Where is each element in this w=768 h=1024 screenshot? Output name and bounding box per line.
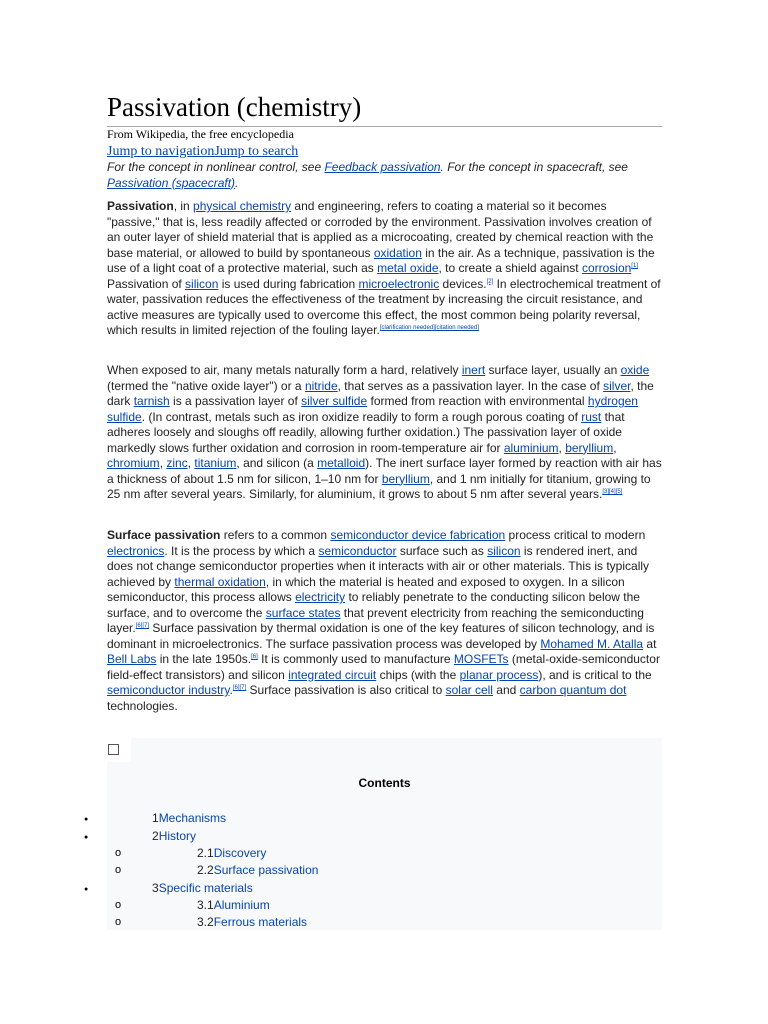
text: ,: [613, 440, 617, 455]
zinc-link[interactable]: zinc: [166, 456, 188, 470]
toc-bullet: ●: [84, 834, 89, 841]
text: . (In contrast, metals such as iron oxidize readily to form a rough porous coating of: [141, 409, 582, 424]
toc-item[interactable]: [152, 811, 226, 825]
text: at: [643, 636, 657, 651]
surface-states-link[interactable]: surface states: [265, 605, 341, 620]
text: devices.: [439, 276, 487, 291]
hydrogen-sulfide-link[interactable]: hydrogen sulfide: [107, 394, 638, 424]
text: refers to a common: [220, 528, 331, 542]
citation-link[interactable]: [6][7]: [232, 685, 247, 691]
hatnote-text: .: [235, 175, 239, 190]
beryllium-link[interactable]: beryllium: [381, 471, 430, 486]
text: When exposed to air, many metals naturally form a hard, relatively: [107, 363, 462, 377]
electronics-link[interactable]: electronics: [107, 543, 165, 558]
beryllium-link[interactable]: beryllium: [565, 440, 614, 455]
passivation-spacecraft-link[interactable]: Passivation (spacecraft): [107, 175, 236, 190]
oxide-link[interactable]: oxide: [620, 363, 650, 377]
toc-number: 2.1: [197, 846, 214, 860]
citation-link[interactable]: [6][7]: [135, 623, 150, 629]
text: ). The inert surface layer formed by reaction with air has a thickness of about 1.5 nm for silicon, 1–10 nm for: [107, 456, 662, 486]
text: In electrochemical treatment of water, passivation reduces the effectiveness of the treatment by increasing the circuit resistance, and active measures are typically used to overcome this effect, the most common being polarity reversal, which results in limited rejection of the fouling layer.: [107, 276, 661, 337]
aluminium-link[interactable]: aluminium: [503, 440, 559, 455]
toc-bullet: ●: [84, 816, 89, 823]
solar-cell-link[interactable]: solar cell: [445, 683, 493, 697]
toc-item[interactable]: [197, 898, 270, 912]
oxidation-link[interactable]: oxidation: [373, 245, 422, 260]
toc-bullet: ●: [84, 886, 89, 893]
toc-link[interactable]: Aluminium: [213, 898, 270, 912]
toc-link[interactable]: History: [158, 829, 197, 843]
thermal-oxidation-link[interactable]: thermal oxidation: [174, 574, 266, 589]
semiconductor-industry-link[interactable]: semiconductor industry: [107, 683, 230, 697]
toc-item[interactable]: [197, 915, 307, 929]
text: , the dark: [107, 378, 654, 408]
microelectronic-link[interactable]: microelectronic: [358, 276, 440, 291]
jump-links: [107, 144, 298, 160]
citation-needed-link[interactable]: [citation needed]: [434, 325, 479, 331]
silver-sulfide-link[interactable]: silver sulfide: [301, 394, 368, 408]
silver-link[interactable]: silver: [603, 378, 631, 393]
toc-toggle-checkbox[interactable]: [108, 744, 119, 755]
native-oxide-paragraph: [107, 363, 662, 503]
planar-process-link[interactable]: planar process: [459, 667, 539, 682]
toc-number: 1: [152, 811, 159, 825]
mosfets-link[interactable]: MOSFETs: [453, 652, 509, 666]
text: and: [492, 683, 520, 697]
bell-labs-link[interactable]: Bell Labs: [107, 652, 157, 666]
toc-link[interactable]: Mechanisms: [158, 811, 227, 825]
text: .: [229, 683, 233, 697]
toc-bullet: o: [115, 916, 122, 928]
citation-link[interactable]: [3][4][5]: [602, 489, 623, 495]
clarification-needed-link[interactable]: [clarification needed]: [379, 325, 435, 331]
corrosion-link[interactable]: corrosion: [581, 261, 632, 275]
text: is a passivation layer of: [169, 394, 302, 408]
toc-link[interactable]: Discovery: [213, 846, 267, 860]
text: , to create a shield against: [438, 261, 582, 275]
text: process critical to modern: [505, 528, 646, 542]
metal-oxide-link[interactable]: metal oxide: [377, 261, 439, 275]
toc-link[interactable]: Surface passivation: [213, 863, 319, 877]
text: (metal-oxide-semiconductor field-effect transistors) and silicon: [107, 652, 660, 682]
inert-link[interactable]: inert: [461, 363, 486, 377]
text: that prevent electricity from reaching the semiconducting layer.: [107, 605, 644, 635]
toc-bullet: o: [115, 899, 122, 911]
text: Surface passivation is also critical to: [246, 683, 446, 697]
text: that adheres loosely and sloughs off readily, allowing further oxidation.) The passivation layer of oxide markedly slows further oxidation and corrosion in room-temperature air for: [107, 409, 625, 455]
intro-paragraph: [107, 199, 662, 339]
text: technologies.: [107, 698, 178, 713]
site-tagline: From Wikipedia, the free encyclopedia: [107, 127, 294, 141]
text: Surface passivation by thermal oxidation is one of the key features of silicon technology, and is dominant in microelectronics. The surface passivation process was developed by: [107, 621, 655, 651]
tarnish-link[interactable]: tarnish: [133, 394, 170, 408]
jump-to-navigation-link[interactable]: Jump to navigation: [107, 144, 215, 159]
text: , and 1 nm initially for titanium, growing to 25 nm after several years. Similarly, for aluminium, it grows to about 5 nm after several years.: [107, 471, 651, 501]
toc-link[interactable]: Ferrous materials: [213, 915, 308, 929]
text: ,: [159, 456, 167, 470]
toc-bullet: o: [115, 864, 122, 876]
toc-bullet: o: [115, 847, 122, 859]
toc-item[interactable]: [152, 881, 253, 895]
text: . It is the process by which a: [164, 543, 319, 558]
text: , that serves as a passivation layer. In the case of: [337, 378, 604, 393]
silicon-link[interactable]: silicon: [185, 276, 219, 291]
text: , in which the material is heated and exposed to oxygen. In a silicon semiconductor, this process allows: [107, 574, 625, 604]
text: surface such as: [396, 543, 488, 558]
text: , and silicon (a: [236, 456, 318, 470]
text: in the air. As a technique, passivation is the use of a light coat of a protective material, such as: [107, 245, 655, 275]
toc-number: 2: [152, 829, 159, 843]
hatnote-text: For the concept in nonlinear control, see: [107, 160, 325, 174]
surface-passivation-paragraph: [107, 528, 662, 714]
text: It is commonly used to manufacture: [257, 652, 454, 666]
text: chips (with the: [376, 667, 460, 682]
text: in the late 1950s.: [156, 652, 252, 666]
text: and engineering, refers to coating a material so it becomes "passive," that is, less readily affected or corroded by the environment. Passivation involves creation of an outer layer of shield material that is applied as a microcoating, created by chemical reaction with the base material, or allowed to build by spontaneous: [107, 199, 654, 260]
toc-number: 3.2: [197, 915, 214, 929]
text: is used during fabrication: [218, 276, 359, 291]
semiconductor-link[interactable]: semiconductor: [318, 543, 397, 558]
text: ), and is critical to the: [538, 667, 652, 682]
citation-link[interactable]: [1]: [631, 263, 638, 269]
text: (termed the "native oxide layer") or a: [107, 378, 305, 393]
citation-link[interactable]: [6]: [251, 654, 258, 660]
text: is rendered inert, and does not change semiconductor properties when it interacts with air or other materials. This is typically achieved by: [107, 543, 650, 589]
chromium-link[interactable]: chromium: [107, 456, 160, 470]
text: , in: [173, 199, 194, 213]
toc-item[interactable]: [152, 829, 196, 843]
mohamed-atalla-link[interactable]: Mohamed M. Atalla: [540, 636, 644, 651]
bold-term: Surface passivation: [107, 528, 221, 542]
toc-number: 3.1: [197, 898, 214, 912]
text: ,: [558, 440, 566, 455]
semiconductor-device-fabrication-link[interactable]: semiconductor device fabrication: [330, 528, 506, 542]
electricity-link[interactable]: electricity: [295, 590, 346, 604]
metalloid-link[interactable]: metalloid: [317, 456, 366, 470]
hatnote: [107, 160, 662, 191]
text: ,: [187, 456, 195, 470]
toc-item[interactable]: [197, 863, 318, 877]
citation-link[interactable]: [2]: [486, 278, 494, 285]
toc-number: 3: [152, 881, 159, 895]
toc-title: Contents: [358, 776, 411, 790]
carbon-quantum-dot-link[interactable]: carbon quantum dot: [519, 683, 627, 697]
rust-link[interactable]: rust: [581, 409, 602, 424]
integrated-circuit-link[interactable]: integrated circuit: [288, 667, 377, 682]
text: to reliably penetrate to the conducting silicon below the surface, and to overcome the: [107, 590, 640, 620]
page-title: Passivation (chemistry): [107, 88, 662, 127]
toc-link[interactable]: Specific materials: [158, 881, 253, 895]
nitride-link[interactable]: nitride: [304, 378, 338, 393]
toc-item[interactable]: [197, 846, 266, 860]
toc-number: 2.2: [197, 863, 214, 877]
physical-chemistry-link[interactable]: physical chemistry: [193, 199, 292, 213]
text: formed from reaction with environmental: [367, 394, 588, 408]
titanium-link[interactable]: titanium: [194, 456, 237, 470]
feedback-passivation-link[interactable]: Feedback passivation: [324, 160, 441, 174]
silicon-link[interactable]: silicon: [487, 543, 521, 558]
text: surface layer, usually an: [485, 363, 621, 377]
hatnote-text: . For the concept in spacecraft, see: [440, 160, 628, 174]
jump-to-search-link[interactable]: Jump to search: [214, 144, 299, 159]
text: Passivation of: [107, 276, 186, 291]
bold-term: Passivation: [107, 199, 174, 213]
